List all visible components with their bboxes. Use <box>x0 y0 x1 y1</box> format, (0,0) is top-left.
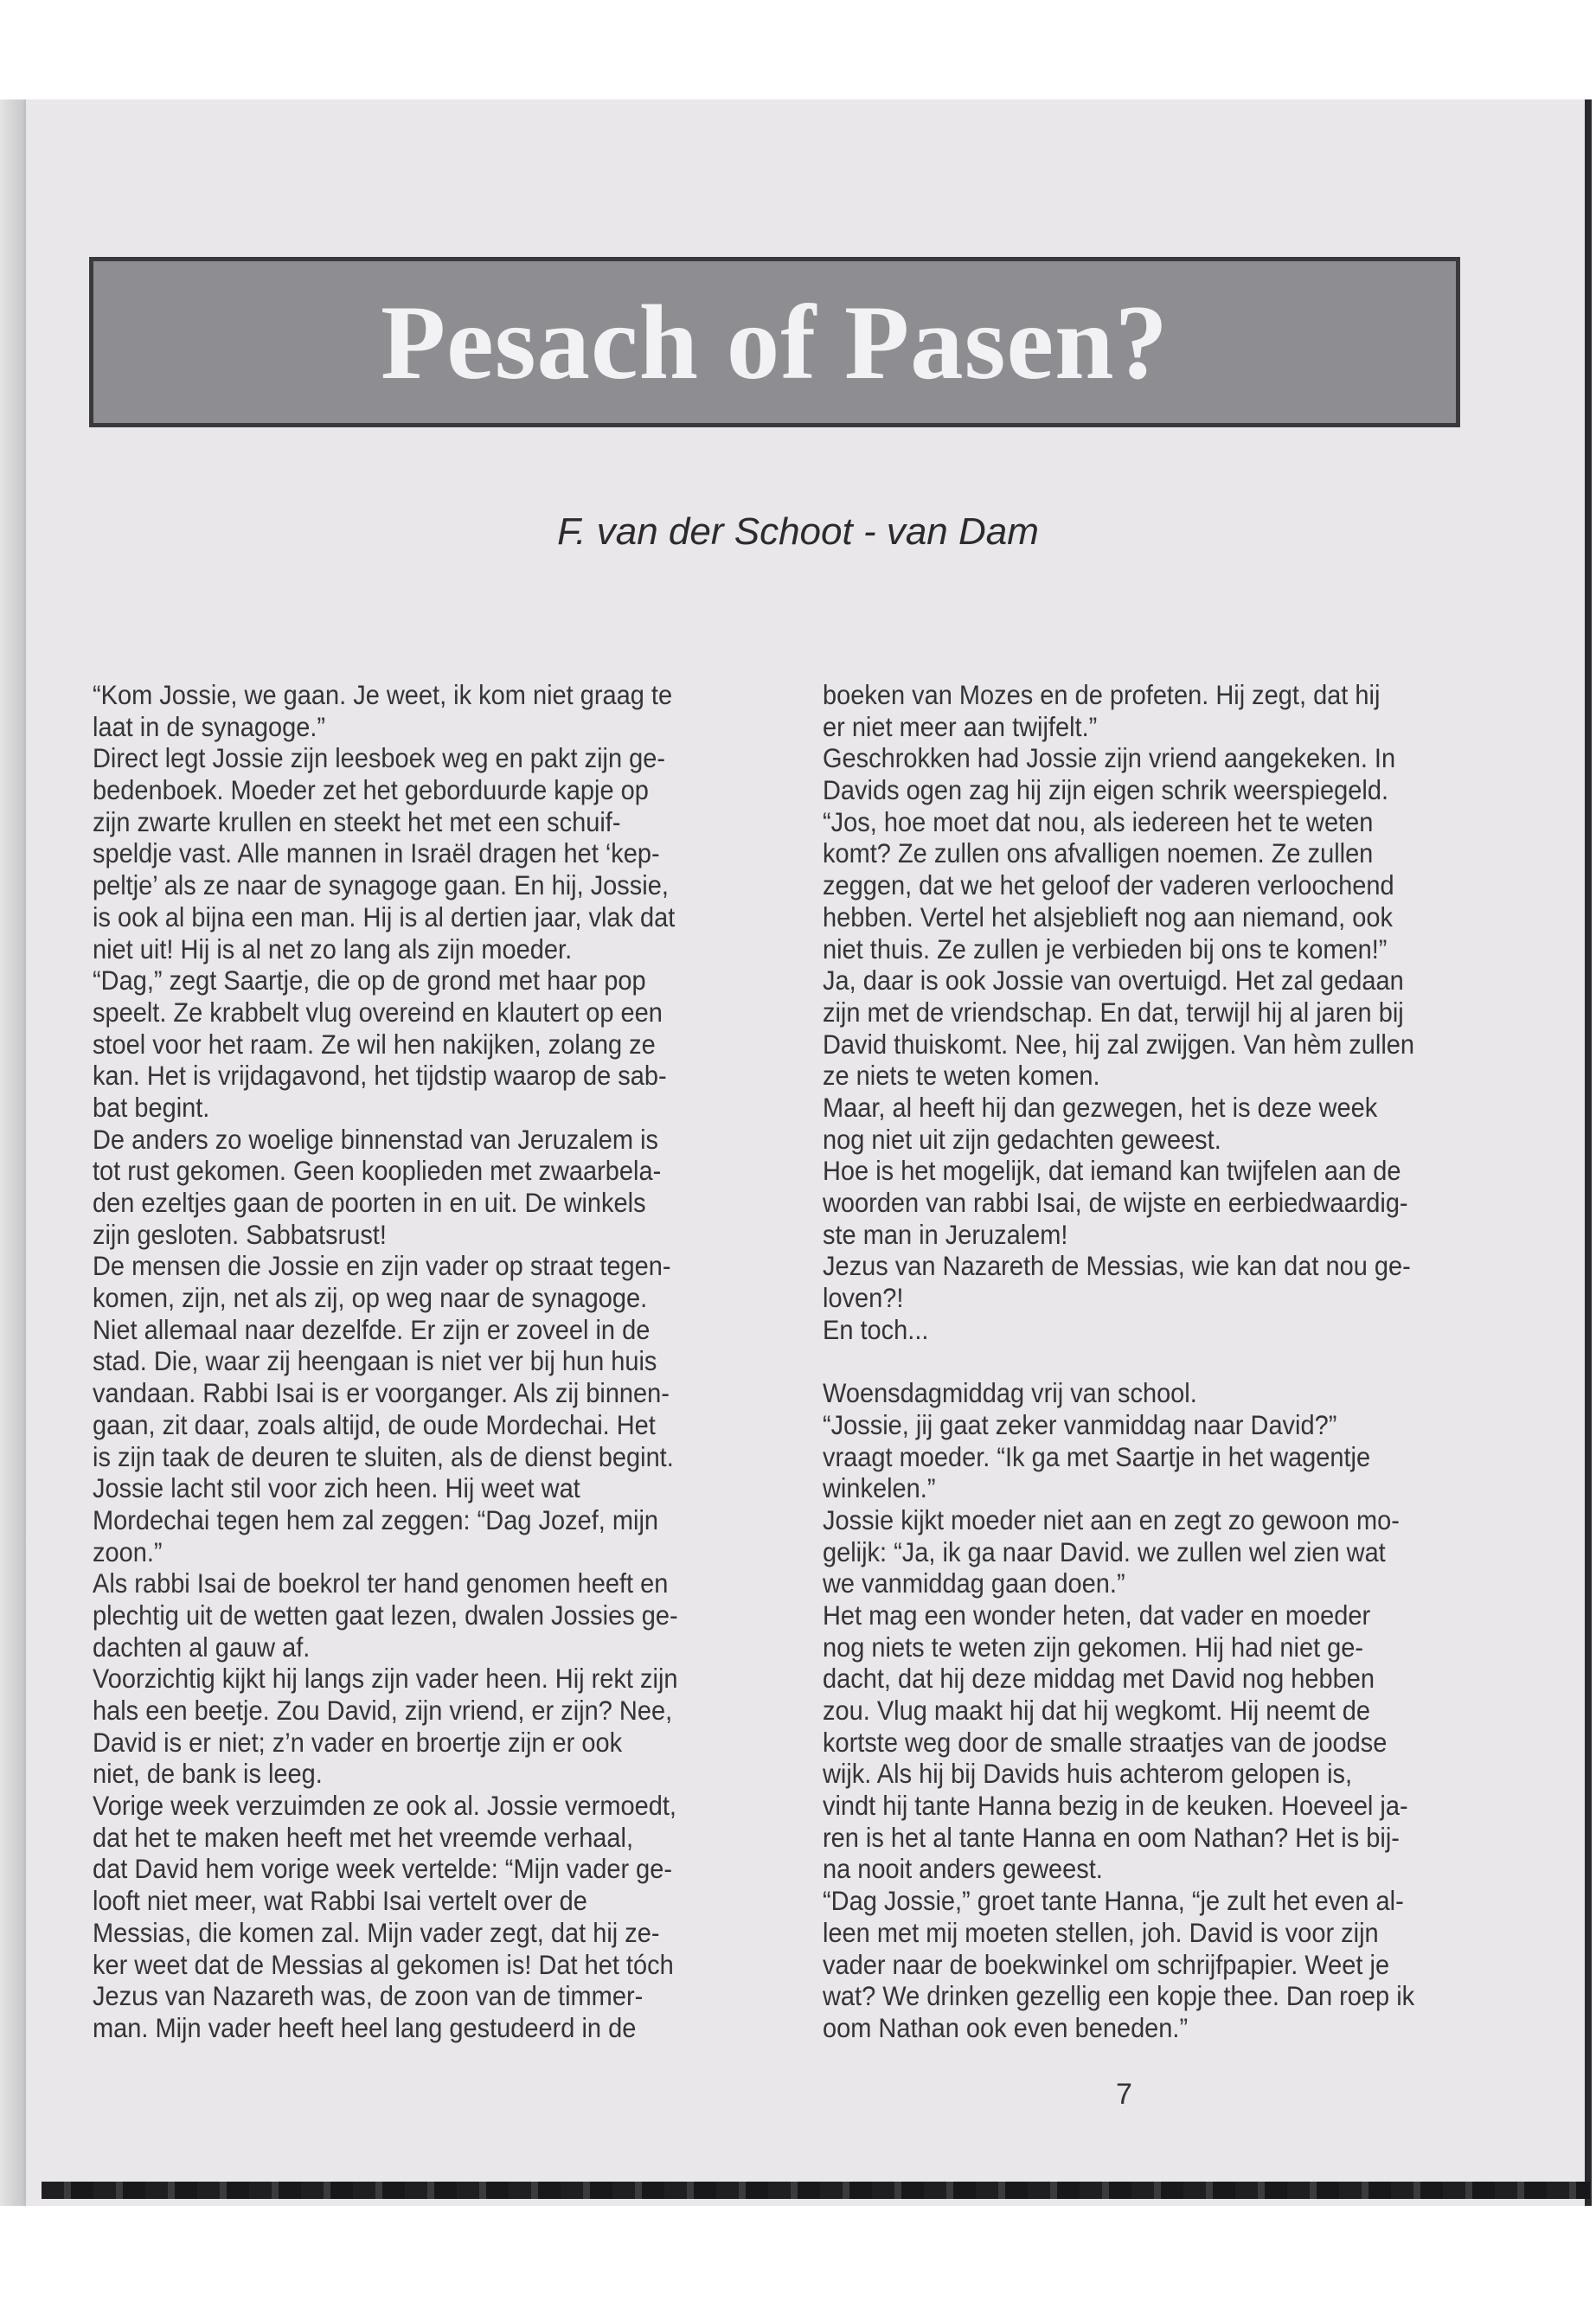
text-line: Ja, daar is ook Jossie van overtuigd. Het zal gedaan <box>823 965 1404 997</box>
text-line: loven?! <box>823 1282 904 1314</box>
text-line: kan. Het is vrijdagavond, het tijdstip waarop de sab- <box>93 1060 667 1092</box>
text-line <box>823 1345 1415 1377</box>
text-line: En toch... <box>823 1313 929 1345</box>
scan-bottom-edge <box>42 2182 1590 2199</box>
text-line: kortste weg door de smalle straatjes van de joodse <box>823 1726 1388 1758</box>
text-line: Het mag een wonder heten, dat vader en moeder <box>823 1599 1371 1631</box>
text-line: na nooit anders geweest. <box>823 1853 1103 1885</box>
text-line: Als rabbi Isai de boekrol ter hand genomen heeft en <box>93 1567 669 1599</box>
text-line: De mensen die Jossie en zijn vader op straat tegen- <box>93 1250 671 1282</box>
text-line: peltje’ als ze naar de synagoge gaan. En hij, Jossie, <box>93 869 669 901</box>
text-line: hebben. Vertel het alsjeblieft nog aan niemand, ook <box>823 901 1393 933</box>
text-line: den ezeltjes gaan de poorten in en uit. De winkels <box>93 1187 646 1218</box>
text-line: vandaan. Rabbi Isai is er voorganger. Als zij binnen- <box>93 1377 670 1409</box>
text-line: Hoe is het mogelijk, dat iemand kan twijfelen aan de <box>823 1155 1401 1187</box>
text-line: dat David hem vorige week vertelde: “Mijn vader ge- <box>93 1853 673 1885</box>
text-line: woorden van rabbi Isai, de wijste en eerbiedwaardig- <box>823 1187 1408 1218</box>
text-line: Jossie lacht stil voor zich heen. Hij weet wat <box>93 1472 580 1504</box>
text-line: David thuiskomt. Nee, hij zal zwijgen. Van hèm zullen <box>823 1028 1415 1060</box>
text-line: boeken van Mozes en de profeten. Hij zegt, dat hij <box>823 679 1381 710</box>
text-line: “Dag,” zegt Saartje, die op de grond met haar pop <box>93 965 646 997</box>
text-line: ren is het al tante Hanna en oom Nathan? Het is bij- <box>823 1821 1400 1853</box>
text-line: dacht, dat hij deze middag met David nog hebben <box>823 1663 1375 1695</box>
text-line: er niet meer aan twijfelt.” <box>823 710 1098 742</box>
text-line: hals een beetje. Zou David, zijn vriend, er zijn? Nee, <box>93 1695 673 1726</box>
text-line: bat begint. <box>93 1091 210 1123</box>
text-line: Niet allemaal naar dezelfde. Er zijn er zoveel in de <box>93 1313 651 1345</box>
text-line: zijn gesloten. Sabbatsrust! <box>93 1218 387 1250</box>
text-line: Jezus van Nazareth was, de zoon van de timmer- <box>93 1980 644 2012</box>
text-line: we vanmiddag gaan doen.” <box>823 1567 1125 1599</box>
text-line: leen met mij moeten stellen, joh. David is voor zijn <box>823 1916 1379 1948</box>
text-line: speldje vast. Alle mannen in Israël dragen het ‘kep- <box>93 837 660 869</box>
text-line: man. Mijn vader heeft heel lang gestudeerd in de <box>93 2011 637 2043</box>
left-text-column <box>93 679 685 2044</box>
text-line: vindt hij tante Hanna bezig in de keuken. Hoeveel ja- <box>823 1790 1408 1822</box>
text-line: komen, zijn, net als zij, op weg naar de synagoge. <box>93 1282 648 1314</box>
text-line: laat in de synagoge.” <box>93 710 326 742</box>
text-line: “Jossie, jij gaat zeker vanmiddag naar David?” <box>823 1408 1337 1440</box>
text-line: zeggen, dat we het geloof der vaderen verloochend <box>823 869 1394 901</box>
text-line: gaan, zit daar, zoals altijd, de oude Mordechai. Het <box>93 1408 656 1440</box>
text-line: Messias, die komen zal. Mijn vader zegt, dat hij ze- <box>93 1916 660 1948</box>
text-line: vraagt moeder. “Ik ga met Saartje in het wagentje <box>823 1440 1371 1472</box>
text-line: zou. Vlug maakt hij dat hij wegkomt. Hij neemt de <box>823 1695 1371 1726</box>
text-line: “Kom Jossie, we gaan. Je weet, ik kom niet graag te <box>93 679 673 710</box>
text-line: De anders zo woelige binnenstad van Jeruzalem is <box>93 1123 659 1155</box>
text-line: Vorige week verzuimden ze ook al. Jossie vermoedt, <box>93 1790 676 1822</box>
text-line: winkelen.” <box>823 1472 936 1504</box>
text-line: Woensdagmiddag vrij van school. <box>823 1377 1197 1409</box>
text-line: nog niet uit zijn gedachten geweest. <box>823 1123 1221 1155</box>
text-line: David is er niet; z’n vader en broertje zijn er ook <box>93 1726 623 1758</box>
text-line: vader naar de boekwinkel om schrijfpapier. Weet je <box>823 1948 1390 1980</box>
text-line: Jezus van Nazareth de Messias, wie kan dat nou ge- <box>823 1250 1411 1282</box>
text-line: ker weet dat de Messias al gekomen is! Dat het tóch <box>93 1948 674 1980</box>
text-line: Geschrokken had Jossie zijn vriend aangekeken. In <box>823 742 1396 774</box>
text-line: tot rust gekomen. Geen kooplieden met zwaarbela- <box>93 1155 662 1187</box>
text-line: Maar, al heeft hij dan gezwegen, het is deze week <box>823 1091 1378 1123</box>
text-line: gelijk: “Ja, ik ga naar David. we zullen wel zien wat <box>823 1535 1386 1567</box>
text-line: zijn zwarte krullen en steekt het met een schuif- <box>93 805 621 837</box>
text-line: niet thuis. Ze zullen je verbieden bij ons te komen!” <box>823 933 1388 965</box>
text-line: stad. Die, waar zij heengaan is niet ver bij hun huis <box>93 1345 657 1377</box>
text-line: Direct legt Jossie zijn leesboek weg en pakt zijn ge- <box>93 742 666 774</box>
text-line: zijn met de vriendschap. En dat, terwijl hij al jaren bij <box>823 996 1404 1028</box>
right-text-column <box>823 679 1415 2044</box>
text-line: “Dag Jossie,” groet tante Hanna, “je zult het even al- <box>823 1885 1404 1917</box>
article-title: Pesach of Pasen? <box>380 282 1170 401</box>
text-line: wijk. Als hij bij Davids huis achterom gelopen is, <box>823 1758 1353 1790</box>
text-line: nog niets te weten zijn gekomen. Hij had niet ge- <box>823 1631 1364 1663</box>
text-line: oom Nathan ook even beneden.” <box>823 2011 1189 2043</box>
text-line: niet uit! Hij is al net zo lang als zijn moeder. <box>93 933 573 965</box>
text-line: speelt. Ze krabbelt vlug overeind en klautert op een <box>93 996 663 1028</box>
text-line: dat het te maken heeft met het vreemde verhaal, <box>93 1821 634 1853</box>
text-line: stoel voor het raam. Ze wil hen nakijken, zolang ze <box>93 1028 656 1060</box>
text-line: niet, de bank is leeg. <box>93 1758 323 1790</box>
text-line: komt? Ze zullen ons afvalligen noemen. Ze zullen <box>823 837 1374 869</box>
text-line: is ook al bijna een man. Hij is al dertien jaar, vlak dat <box>93 901 676 933</box>
text-line: ze niets te weten komen. <box>823 1060 1100 1092</box>
scan-right-edge <box>1585 99 1592 2206</box>
text-line: plechtig uit de wetten gaat lezen, dwalen Jossies ge- <box>93 1599 678 1631</box>
text-line: Mordechai tegen hem zal zeggen: “Dag Jozef, mijn <box>93 1503 659 1535</box>
text-line: “Jos, hoe moet dat nou, als iedereen het te weten <box>823 805 1374 837</box>
text-line: Davids ogen zag hij zijn eigen schrik weerspiegeld. <box>823 774 1389 806</box>
author-byline: F. van der Schoot - van Dam <box>557 510 1039 553</box>
text-line: ste man in Jeruzalem! <box>823 1218 1068 1250</box>
text-line: looft niet meer, wat Rabbi Isai vertelt over de <box>93 1885 587 1917</box>
text-line: is zijn taak de deuren te sluiten, als de dienst begint. <box>93 1440 674 1472</box>
title-banner <box>89 257 1460 427</box>
text-line: zoon.” <box>93 1535 163 1567</box>
text-line: wat? We drinken gezellig een kopje thee. Dan roep ik <box>823 1980 1415 2012</box>
text-line: Jossie kijkt moeder niet aan en zegt zo gewoon mo- <box>823 1503 1400 1535</box>
text-line: Voorzichtig kijkt hij langs zijn vader heen. Hij rekt zijn <box>93 1663 678 1695</box>
page-number: 7 <box>1116 2078 1132 2111</box>
text-line: dachten al gauw af. <box>93 1631 311 1663</box>
text-line: bedenboek. Moeder zet het geborduurde kapje op <box>93 774 649 806</box>
